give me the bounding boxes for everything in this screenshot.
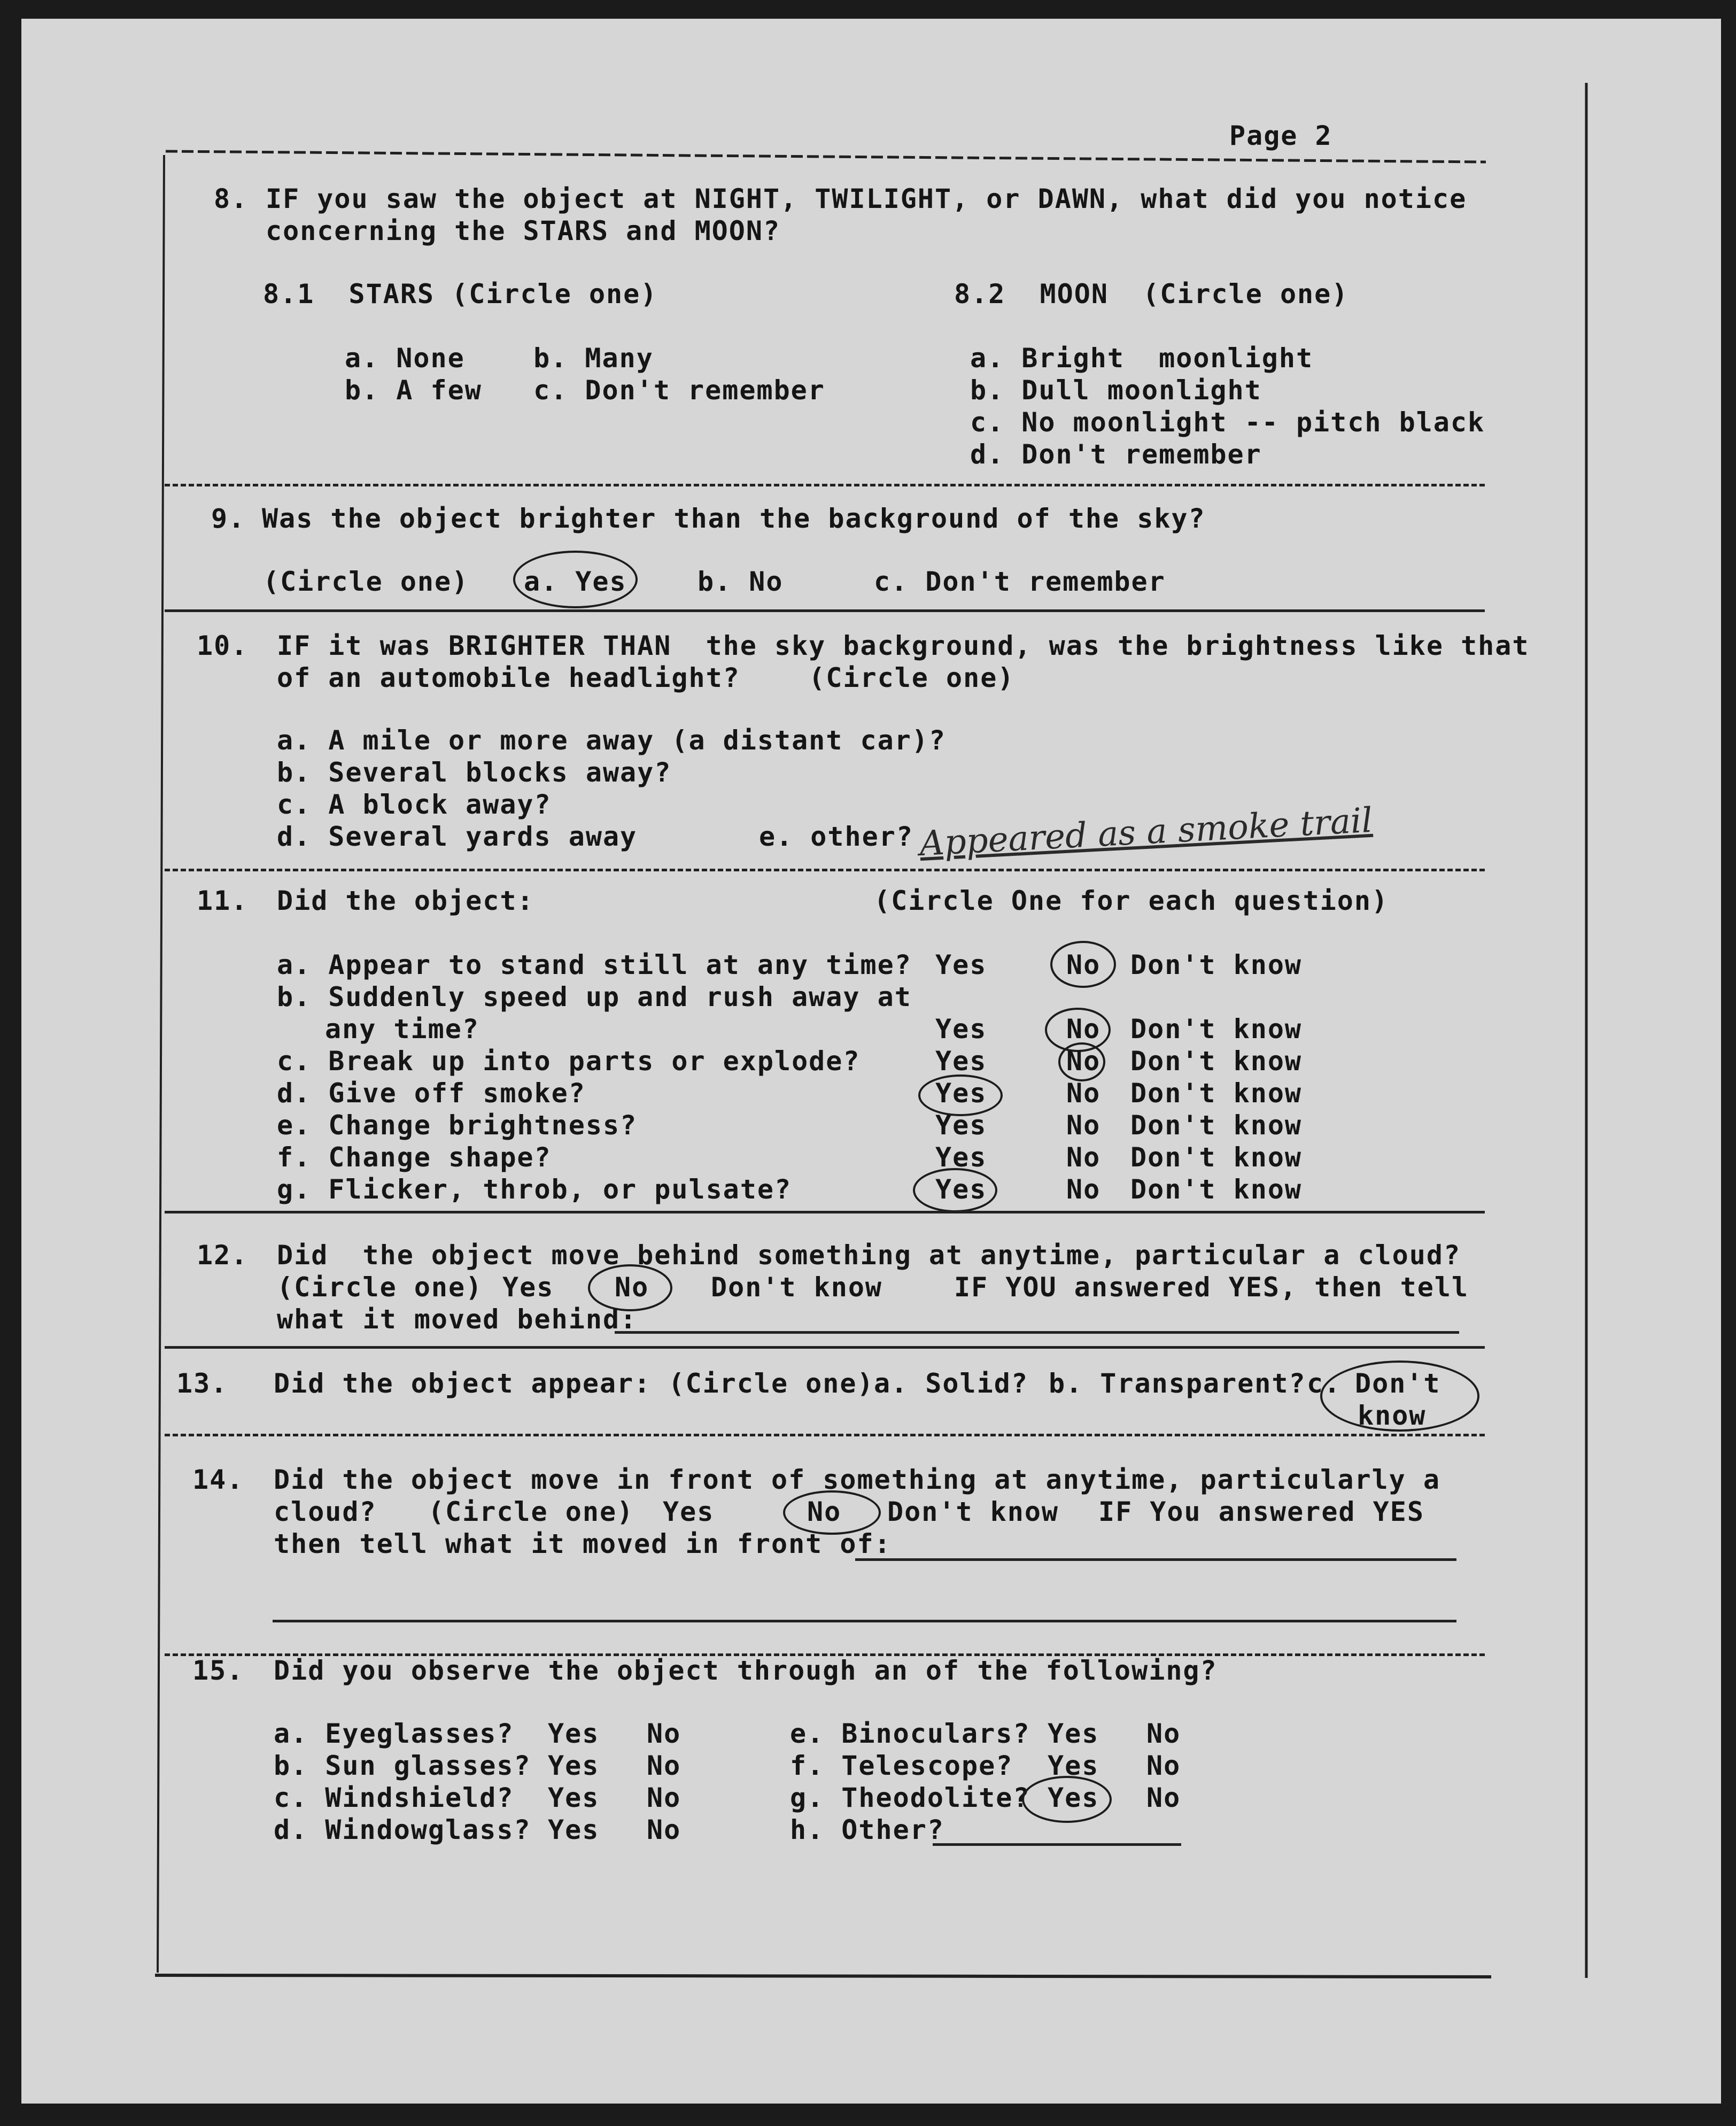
q8-number: 8. xyxy=(214,183,249,214)
q13-option-c[interactable]: Don't xyxy=(1355,1368,1441,1399)
q11-yes-option[interactable]: Yes xyxy=(935,1046,987,1077)
q12-no-option[interactable]: No xyxy=(615,1272,649,1303)
q11-question: Did the object: xyxy=(277,885,534,916)
q13-question: Did the object appear: (Circle one) xyxy=(274,1368,874,1399)
q13-option-c-prefix: c. xyxy=(1307,1368,1342,1399)
q15-item-label: e. Binoculars? xyxy=(790,1718,1030,1749)
q10-option-b[interactable]: b. Several blocks away? xyxy=(277,757,672,788)
q11-dont-know-option[interactable]: Don't know xyxy=(1130,1078,1303,1109)
q8-stars-header: 8.1 STARS (Circle one) xyxy=(263,279,658,310)
q11-no-option[interactable]: No xyxy=(1066,1014,1101,1045)
q8-moon-option-c: c. No moonlight -- pitch black xyxy=(970,407,1485,438)
q9-answer-circle xyxy=(513,551,638,608)
q11-dont-know-option[interactable]: Don't know xyxy=(1130,1046,1303,1077)
q13-option-a[interactable]: a. Solid? xyxy=(874,1368,1028,1399)
q12-if-yes-instruction: IF YOU answered YES, then tell xyxy=(954,1272,1469,1303)
q9-option-c[interactable]: c. Don't remember xyxy=(874,566,1166,597)
q12-question-line1: Did the object move behind something at anytime, particular a cloud? xyxy=(277,1240,1461,1271)
q15-no-option[interactable]: No xyxy=(647,1782,681,1813)
q15-item-label: b. Sun glasses? xyxy=(274,1750,531,1781)
q15-number: 15. xyxy=(192,1655,244,1686)
q9-circle-one: (Circle one) xyxy=(263,566,469,597)
q15-item-label: f. Telescope? xyxy=(790,1750,1013,1781)
q15-question: Did you observe the object through an of the following? xyxy=(274,1655,1218,1686)
q10-option-c[interactable]: c. A block away? xyxy=(277,789,552,820)
q11-item-label: c. Break up into parts or explode? xyxy=(277,1046,861,1077)
q11-dont-know-option[interactable]: Don't know xyxy=(1130,1014,1303,1045)
q15-item-label: g. Theodolite? xyxy=(790,1782,1030,1813)
q14-dont-know-option[interactable]: Don't know xyxy=(887,1496,1059,1527)
q11-yes-option[interactable]: Yes xyxy=(935,1142,987,1173)
q13-option-b[interactable]: b. Transparent? xyxy=(1049,1368,1306,1399)
q11-dont-know-option[interactable]: Don't know xyxy=(1130,1142,1303,1173)
q10-option-a[interactable]: a. A mile or more away (a distant car)? xyxy=(277,725,946,756)
q10-option-d[interactable]: d. Several yards away xyxy=(277,821,638,852)
q15-other-blank[interactable] xyxy=(933,1843,1181,1846)
q15-yes-option[interactable]: Yes xyxy=(1048,1750,1099,1781)
q11-no-option[interactable]: No xyxy=(1066,1078,1101,1109)
q15-no-option[interactable]: No xyxy=(647,1750,681,1781)
q8-moon-option-a: a. Bright moonlight xyxy=(970,343,1314,374)
q11-yes-option[interactable]: Yes xyxy=(935,1174,987,1205)
q11-yes-option[interactable]: Yes xyxy=(935,1078,987,1109)
q10-option-e[interactable]: e. other? xyxy=(759,821,913,852)
q8-question-line1: IF you saw the object at NIGHT, TWILIGHT, or DAWN, what did you notice xyxy=(266,183,1467,214)
q11-number: 11. xyxy=(197,885,249,916)
q8-moon-header: 8.2 MOON (Circle one) xyxy=(954,279,1349,310)
q15-answer-circle xyxy=(1022,1776,1112,1823)
q10-question-line2: of an automobile headlight? (Circle one) xyxy=(277,662,1015,693)
q11-item-label: b. Suddenly speed up and rush away at xyxy=(277,981,912,1012)
q15-no-option[interactable]: No xyxy=(647,1814,681,1845)
q11-no-option[interactable]: No xyxy=(1066,1174,1101,1205)
section-divider xyxy=(165,484,1485,486)
q8-moon-option-b: b. Dull moonlight xyxy=(970,375,1262,406)
q11-instruction: (Circle One for each question) xyxy=(874,885,1389,916)
q15-item-label: c. Windshield? xyxy=(274,1782,514,1813)
q11-answer-circle xyxy=(1050,941,1116,988)
q11-dont-know-option[interactable]: Don't know xyxy=(1130,1174,1303,1205)
q12-dont-know-option[interactable]: Don't know xyxy=(711,1272,883,1303)
q15-no-option[interactable]: No xyxy=(647,1718,681,1749)
q8-stars-row1: a. None b. Many xyxy=(345,343,654,374)
section-divider xyxy=(165,869,1485,871)
q11-yes-option[interactable]: Yes xyxy=(935,1014,987,1045)
q14-if-yes-instruction: IF You answered YES xyxy=(1098,1496,1424,1527)
q14-question-line3: then tell what it moved in front of: xyxy=(274,1528,892,1559)
q11-answer-circle xyxy=(913,1168,997,1212)
q11-dont-know-option[interactable]: Don't know xyxy=(1130,949,1303,980)
q11-item-label: d. Give off smoke? xyxy=(277,1078,586,1109)
q9-number: 9. xyxy=(211,503,246,534)
q15-item-label: a. Eyeglasses? xyxy=(274,1718,514,1749)
q10-question-line1: IF it was BRIGHTER THAN the sky background, was the brightness like that xyxy=(277,630,1530,661)
page-number: Page 2 xyxy=(1229,120,1332,151)
q14-no-option[interactable]: No xyxy=(807,1496,842,1527)
q12-answer-blank[interactable] xyxy=(615,1331,1459,1334)
q11-item-label: a. Appear to stand still at any time? xyxy=(277,949,912,980)
q15-item-label: d. Windowglass? xyxy=(274,1814,531,1845)
q15-yes-option[interactable]: Yes xyxy=(548,1718,600,1749)
q13-option-c-cont[interactable]: know xyxy=(1358,1400,1427,1431)
q11-dont-know-option[interactable]: Don't know xyxy=(1130,1110,1303,1141)
q14-question-line2: cloud? (Circle one) xyxy=(274,1496,634,1527)
q11-no-option[interactable]: No xyxy=(1066,1046,1101,1077)
q11-item-label: g. Flicker, throb, or pulsate? xyxy=(277,1174,792,1205)
q11-yes-option[interactable]: Yes xyxy=(935,949,987,980)
q11-no-option[interactable]: No xyxy=(1066,1110,1101,1141)
q13-number: 13. xyxy=(176,1368,228,1399)
q15-item-label: h. Other? xyxy=(790,1814,944,1845)
q14-yes-option[interactable]: Yes xyxy=(663,1496,715,1527)
q10-other-handwritten-answer: Appeared as a smoke trail xyxy=(918,800,1374,864)
q11-item-label: e. Change brightness? xyxy=(277,1110,638,1141)
q11-item-label: f. Change shape? xyxy=(277,1142,552,1173)
q15-no-option[interactable]: No xyxy=(1146,1750,1181,1781)
section-divider xyxy=(165,1346,1485,1349)
q9-option-a[interactable]: a. Yes xyxy=(524,566,627,597)
section-divider xyxy=(165,609,1485,612)
q8-moon-option-d: d. Don't remember xyxy=(970,439,1262,470)
q15-yes-option[interactable]: Yes xyxy=(1048,1782,1099,1813)
q15-yes-option[interactable]: Yes xyxy=(548,1814,600,1845)
q11-no-option[interactable]: No xyxy=(1066,1142,1101,1173)
q11-no-option[interactable]: No xyxy=(1066,949,1101,980)
q11-answer-circle xyxy=(1058,1042,1105,1081)
q15-no-option[interactable]: No xyxy=(1146,1718,1181,1749)
q14-question-line1: Did the object move in front of something at anytime, particularly a xyxy=(274,1464,1440,1495)
q15-no-option[interactable]: No xyxy=(1146,1782,1181,1813)
q12-question-line3: what it moved behind: xyxy=(277,1304,638,1335)
q12-yes-option[interactable]: Yes xyxy=(502,1272,554,1303)
q9-option-b[interactable]: b. No xyxy=(698,566,784,597)
q15-yes-option[interactable]: Yes xyxy=(548,1750,600,1781)
q15-yes-option[interactable]: Yes xyxy=(548,1782,600,1813)
q14-answer-blank-2[interactable] xyxy=(273,1620,1456,1622)
q13-answer-circle xyxy=(1320,1360,1479,1432)
q14-answer-blank[interactable] xyxy=(855,1558,1456,1561)
section-divider xyxy=(165,1211,1485,1213)
q15-yes-option[interactable]: Yes xyxy=(1048,1718,1099,1749)
q11-item-label-cont: any time? xyxy=(325,1014,479,1045)
q12-circle-one: (Circle one) xyxy=(277,1272,483,1303)
section-divider xyxy=(165,1434,1485,1436)
q12-number: 12. xyxy=(197,1240,249,1271)
q11-yes-option[interactable]: Yes xyxy=(935,1110,987,1141)
q9-question: Was the object brighter than the background of the sky? xyxy=(262,503,1206,534)
q8-stars-row2: b. A few c. Don't remember xyxy=(345,375,825,406)
q10-number: 10. xyxy=(197,630,249,661)
q14-number: 14. xyxy=(192,1464,244,1495)
q8-question-line2: concerning the STARS and MOON? xyxy=(266,215,781,246)
